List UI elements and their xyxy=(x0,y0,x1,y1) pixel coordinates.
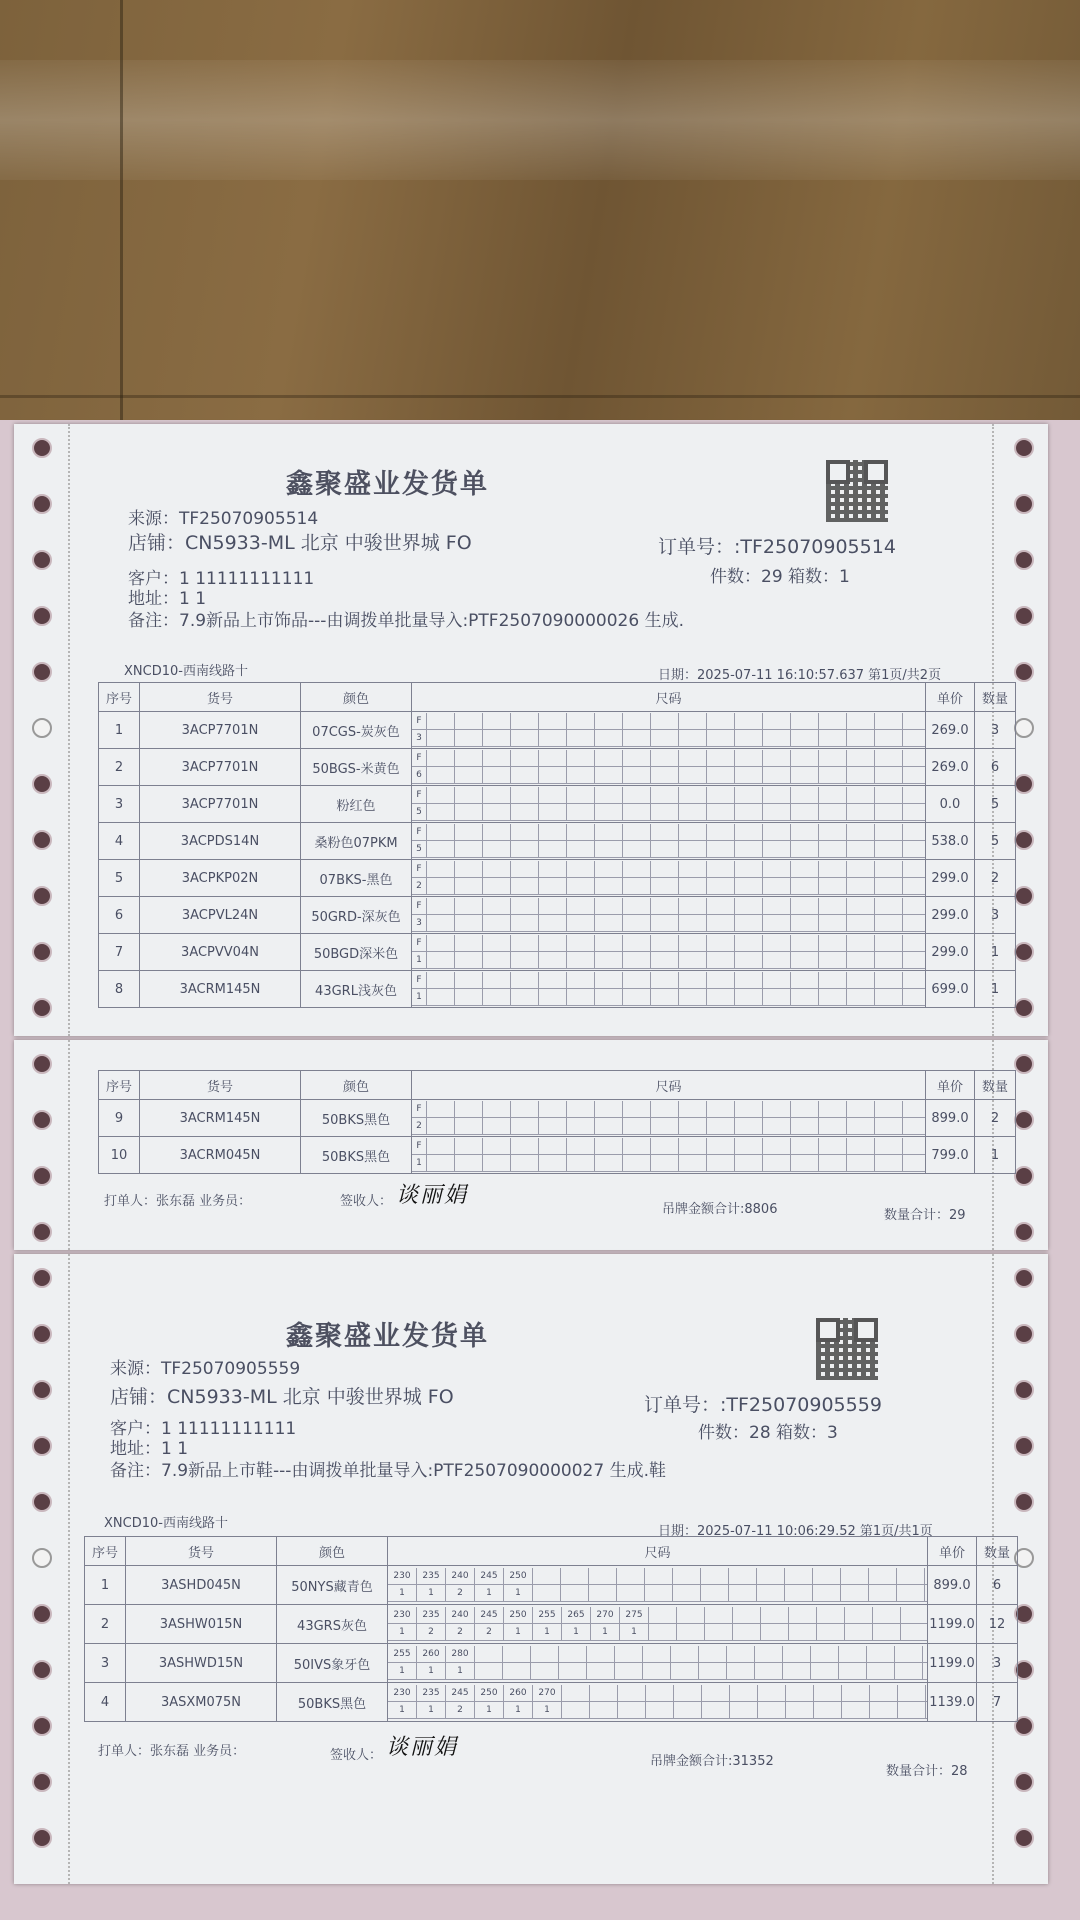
tractor-hole xyxy=(1014,606,1034,626)
row-number: 2 xyxy=(85,1605,126,1644)
size-count: 1 xyxy=(475,1702,504,1719)
tag-amount-total: 吊牌金额合计:31352 xyxy=(650,1754,774,1769)
sku: 3ACRM145N xyxy=(140,971,301,1008)
tractor-hole xyxy=(1014,1828,1034,1848)
size-label: 245 xyxy=(475,1607,504,1624)
tractor-hole xyxy=(32,1054,52,1074)
table-row xyxy=(99,860,1016,897)
tractor-hole xyxy=(32,886,52,906)
row-number: 9 xyxy=(99,1100,140,1137)
tractor-hole xyxy=(32,1772,52,1792)
size-count: 1 xyxy=(504,1624,533,1641)
quantity: 12 xyxy=(977,1605,1018,1644)
row-number: 4 xyxy=(99,823,140,860)
col-size: 尺码 xyxy=(412,683,926,712)
color: 50IVS象牙色 xyxy=(277,1644,388,1683)
table-row xyxy=(99,1137,1016,1174)
sku: 3ACRM045N xyxy=(140,1137,301,1174)
box-fold xyxy=(120,0,123,430)
color: 50BKS黑色 xyxy=(301,1137,412,1174)
quantity: 3 xyxy=(975,712,1016,749)
col-color: 颜色 xyxy=(301,683,412,712)
print-date: 日期：2025-07-11 10:06:29.52 第1页/共1页 xyxy=(658,1524,933,1539)
quantity: 3 xyxy=(975,897,1016,934)
quantity-total: 数量合计：28 xyxy=(886,1764,968,1779)
size-label: F xyxy=(412,750,427,767)
size-label: 255 xyxy=(533,1607,562,1624)
tractor-hole xyxy=(32,1380,52,1400)
address: 地址：1 1 xyxy=(110,1439,189,1459)
delivery-slip-2 xyxy=(14,1254,1048,1884)
box-seam xyxy=(0,395,1080,398)
tractor-hole xyxy=(32,1716,52,1736)
unit-price: 299.0 xyxy=(926,860,975,897)
size-label: 230 xyxy=(388,1607,417,1624)
color: 50NYS藏青色 xyxy=(277,1566,388,1605)
size-grid xyxy=(412,897,926,934)
size-count: 1 xyxy=(504,1585,533,1602)
delivery-slip-1-page2 xyxy=(14,1040,1048,1250)
left-tractor-strip xyxy=(14,424,66,1036)
row-number: 3 xyxy=(99,786,140,823)
customer: 客户：1 11111111111 xyxy=(110,1419,297,1439)
size-count: 1 xyxy=(504,1702,533,1719)
row-number: 2 xyxy=(99,749,140,786)
size-count: 3 xyxy=(412,915,427,932)
size-label: 280 xyxy=(446,1646,475,1663)
table-row xyxy=(85,1683,1018,1722)
tractor-hole xyxy=(32,1166,52,1186)
qr-code-icon xyxy=(826,460,888,522)
col-color: 颜色 xyxy=(301,1071,412,1100)
col-no: 序号 xyxy=(99,683,140,712)
items-table xyxy=(84,1536,1018,1722)
size-grid xyxy=(388,1605,928,1644)
col-price: 单价 xyxy=(928,1537,977,1566)
tractor-hole xyxy=(1014,830,1034,850)
size-label: F xyxy=(412,898,427,915)
size-count: 6 xyxy=(412,767,427,784)
col-no: 序号 xyxy=(85,1537,126,1566)
row-number: 5 xyxy=(99,860,140,897)
tractor-hole xyxy=(32,1548,52,1568)
size-grid xyxy=(388,1566,928,1605)
color: 桑粉色07PKM xyxy=(301,823,412,860)
tractor-hole xyxy=(1014,550,1034,570)
size-count: 1 xyxy=(562,1624,591,1641)
sku: 3ACPDS14N xyxy=(140,823,301,860)
qr-code-icon xyxy=(816,1318,878,1380)
size-label: F xyxy=(412,713,427,730)
table-row xyxy=(85,1605,1018,1644)
col-qty: 数量 xyxy=(975,1071,1016,1100)
size-count: 5 xyxy=(412,841,427,858)
size-count: 1 xyxy=(412,989,427,1006)
col-qty: 数量 xyxy=(977,1537,1018,1566)
size-count: 1 xyxy=(412,952,427,969)
size-count: 1 xyxy=(388,1585,417,1602)
unit-price: 538.0 xyxy=(926,823,975,860)
col-sku: 货号 xyxy=(126,1537,277,1566)
size-label: 235 xyxy=(417,1685,446,1702)
col-sku: 货号 xyxy=(140,1071,301,1100)
tractor-hole xyxy=(32,1436,52,1456)
tractor-hole xyxy=(1014,1324,1034,1344)
tractor-hole xyxy=(1014,662,1034,682)
tractor-hole xyxy=(32,942,52,962)
sku: 3ACP7701N xyxy=(140,712,301,749)
tractor-hole xyxy=(32,438,52,458)
tractor-hole xyxy=(1014,1492,1034,1512)
tractor-hole xyxy=(1014,942,1034,962)
row-number: 3 xyxy=(85,1644,126,1683)
size-count: 2 xyxy=(446,1702,475,1719)
quantity: 5 xyxy=(975,823,1016,860)
size-label: 260 xyxy=(504,1685,533,1702)
size-label: F xyxy=(412,787,427,804)
tractor-hole xyxy=(1014,718,1034,738)
tractor-hole xyxy=(32,718,52,738)
pieces-boxes: 件数：28 箱数：3 xyxy=(698,1423,838,1443)
size-count: 1 xyxy=(388,1663,417,1680)
tractor-hole xyxy=(1014,886,1034,906)
sku: 3ASHW015N xyxy=(126,1605,277,1644)
color: 50BKS黑色 xyxy=(277,1683,388,1722)
remark: 备注：7.9新品上市饰品---由调拨单批量导入:PTF2507090000026 生成. xyxy=(128,611,684,631)
tractor-hole xyxy=(32,662,52,682)
left-tractor-strip xyxy=(14,1040,66,1250)
table-row xyxy=(85,1644,1018,1683)
tractor-hole xyxy=(1014,998,1034,1018)
quantity: 1 xyxy=(975,934,1016,971)
order-number: 订单号：:TF25070905559 xyxy=(644,1394,882,1416)
size-label: 250 xyxy=(504,1568,533,1585)
signature: 谈丽娟 xyxy=(396,1183,469,1208)
source: 来源：TF25070905559 xyxy=(110,1359,301,1379)
pieces-boxes: 件数：29 箱数：1 xyxy=(710,567,850,587)
size-count: 1 xyxy=(412,1155,427,1172)
customer: 客户：1 11111111111 xyxy=(128,569,315,589)
size-count: 1 xyxy=(417,1585,446,1602)
size-label: F xyxy=(412,824,427,841)
size-label: 235 xyxy=(417,1607,446,1624)
size-count: 2 xyxy=(446,1585,475,1602)
size-label: 255 xyxy=(388,1646,417,1663)
delivery-slip-1 xyxy=(14,424,1048,1036)
row-number: 8 xyxy=(99,971,140,1008)
size-count: 1 xyxy=(417,1663,446,1680)
quantity: 1 xyxy=(975,1137,1016,1174)
size-grid xyxy=(412,786,926,823)
size-count: 1 xyxy=(533,1702,562,1719)
table-row xyxy=(85,1566,1018,1605)
color: 50BGS-米黄色 xyxy=(301,749,412,786)
unit-price: 299.0 xyxy=(926,897,975,934)
size-label: F xyxy=(412,935,427,952)
unit-price: 1199.0 xyxy=(928,1605,977,1644)
tractor-hole xyxy=(1014,494,1034,514)
size-label: 240 xyxy=(446,1607,475,1624)
row-number: 1 xyxy=(99,712,140,749)
sku: 3ACRM145N xyxy=(140,1100,301,1137)
size-count: 1 xyxy=(591,1624,620,1641)
row-number: 7 xyxy=(99,934,140,971)
size-label: 260 xyxy=(417,1646,446,1663)
store: 店铺：CN5933-ML 北京 中骏世界城 FO xyxy=(110,1386,454,1408)
table-row xyxy=(99,897,1016,934)
table-row xyxy=(99,712,1016,749)
tractor-hole xyxy=(32,1660,52,1680)
size-label: 250 xyxy=(504,1607,533,1624)
sku: 3ACP7701N xyxy=(140,749,301,786)
size-grid xyxy=(388,1644,928,1683)
tractor-hole xyxy=(32,998,52,1018)
tractor-hole xyxy=(1014,1268,1034,1288)
unit-price: 899.0 xyxy=(928,1566,977,1605)
address: 地址：1 1 xyxy=(128,589,207,609)
table-row xyxy=(99,823,1016,860)
table-row xyxy=(99,786,1016,823)
tractor-hole xyxy=(1014,774,1034,794)
col-price: 单价 xyxy=(926,1071,975,1100)
unit-price: 1139.0 xyxy=(928,1683,977,1722)
color: 50GRD-深灰色 xyxy=(301,897,412,934)
order-number: 订单号：:TF25070905514 xyxy=(658,536,896,558)
tractor-hole xyxy=(1014,438,1034,458)
size-label: 230 xyxy=(388,1685,417,1702)
col-qty: 数量 xyxy=(975,683,1016,712)
unit-price: 269.0 xyxy=(926,712,975,749)
printer: 打单人：张东磊 业务员： xyxy=(98,1744,246,1759)
tractor-hole xyxy=(32,830,52,850)
size-count: 1 xyxy=(446,1663,475,1680)
size-grid xyxy=(388,1683,928,1722)
size-label: 240 xyxy=(446,1568,475,1585)
tractor-hole xyxy=(32,1110,52,1130)
signature: 谈丽娟 xyxy=(386,1735,459,1760)
tractor-hole xyxy=(1014,1380,1034,1400)
size-label: 245 xyxy=(475,1568,504,1585)
size-label: F xyxy=(412,1138,427,1155)
quantity: 2 xyxy=(975,1100,1016,1137)
color: 07BKS-黑色 xyxy=(301,860,412,897)
tractor-hole xyxy=(1014,1166,1034,1186)
route: XNCD10-西南线路十 xyxy=(104,1516,228,1531)
col-no: 序号 xyxy=(99,1071,140,1100)
tractor-hole xyxy=(32,1828,52,1848)
sku: 3ACP7701N xyxy=(140,786,301,823)
size-label: F xyxy=(412,1101,427,1118)
unit-price: 899.0 xyxy=(926,1100,975,1137)
tag-amount-total: 吊牌金额合计:8806 xyxy=(662,1202,778,1217)
size-count: 2 xyxy=(475,1624,504,1641)
tractor-hole xyxy=(1014,1222,1034,1242)
size-count: 3 xyxy=(412,730,427,747)
color: 43GRS灰色 xyxy=(277,1605,388,1644)
print-date: 日期：2025-07-11 16:10:57.637 第1页/共2页 xyxy=(658,668,942,683)
tractor-hole xyxy=(1014,1054,1034,1074)
tractor-hole xyxy=(32,1268,52,1288)
sku: 3ASXM075N xyxy=(126,1683,277,1722)
color: 07CGS-炭灰色 xyxy=(301,712,412,749)
items-table-continued xyxy=(98,1070,1016,1174)
size-count: 1 xyxy=(417,1702,446,1719)
tractor-hole xyxy=(32,494,52,514)
size-count: 1 xyxy=(388,1624,417,1641)
color: 50BGD深米色 xyxy=(301,934,412,971)
size-count: 2 xyxy=(446,1624,475,1641)
size-grid xyxy=(412,934,926,971)
tractor-hole xyxy=(32,1222,52,1242)
col-size: 尺码 xyxy=(412,1071,926,1100)
size-count: 2 xyxy=(412,878,427,895)
size-label: F xyxy=(412,861,427,878)
source: 来源：TF25070905514 xyxy=(128,509,319,529)
tractor-hole xyxy=(32,774,52,794)
unit-price: 1199.0 xyxy=(928,1644,977,1683)
size-grid xyxy=(412,971,926,1008)
row-number: 1 xyxy=(85,1566,126,1605)
quantity: 7 xyxy=(977,1683,1018,1722)
size-count: 1 xyxy=(388,1702,417,1719)
unit-price: 699.0 xyxy=(926,971,975,1008)
unit-price: 799.0 xyxy=(926,1137,975,1174)
size-grid xyxy=(412,1100,926,1137)
size-count: 2 xyxy=(417,1624,446,1641)
sku: 3ASHWD15N xyxy=(126,1644,277,1683)
printer: 打单人：张东磊 业务员： xyxy=(104,1194,252,1209)
slip-title: 鑫聚盛业发货单 xyxy=(286,469,489,500)
sku: 3ACPVL24N xyxy=(140,897,301,934)
quantity: 2 xyxy=(975,860,1016,897)
color: 粉红色 xyxy=(301,786,412,823)
size-count: 1 xyxy=(475,1585,504,1602)
remark: 备注：7.9新品上市鞋---由调拨单批量导入:PTF2507090000027 生成.鞋 xyxy=(110,1461,666,1481)
size-label: 245 xyxy=(446,1685,475,1702)
row-number: 10 xyxy=(99,1137,140,1174)
store: 店铺：CN5933-ML 北京 中骏世界城 FO xyxy=(128,532,472,554)
col-color: 颜色 xyxy=(277,1537,388,1566)
size-label: 250 xyxy=(475,1685,504,1702)
tractor-hole xyxy=(32,1324,52,1344)
size-label: 270 xyxy=(591,1607,620,1624)
table-row xyxy=(99,1100,1016,1137)
signer-label: 签收人： xyxy=(330,1748,383,1763)
tractor-hole xyxy=(32,550,52,570)
table-row xyxy=(99,971,1016,1008)
items-table xyxy=(98,682,1016,1008)
quantity: 1 xyxy=(975,971,1016,1008)
size-grid xyxy=(412,823,926,860)
col-sku: 货号 xyxy=(140,683,301,712)
quantity: 5 xyxy=(975,786,1016,823)
tractor-hole xyxy=(32,1604,52,1624)
size-grid xyxy=(412,1137,926,1174)
sku: 3ASHD045N xyxy=(126,1566,277,1605)
size-count: 2 xyxy=(412,1118,427,1135)
unit-price: 269.0 xyxy=(926,749,975,786)
quantity: 6 xyxy=(977,1566,1018,1605)
unit-price: 299.0 xyxy=(926,934,975,971)
size-label: 230 xyxy=(388,1568,417,1585)
tractor-hole xyxy=(1014,1772,1034,1792)
size-grid xyxy=(412,749,926,786)
sku: 3ACPKP02N xyxy=(140,860,301,897)
signer-label: 签收人： xyxy=(340,1194,393,1209)
route: XNCD10-西南线路十 xyxy=(124,664,248,679)
packing-tape xyxy=(0,60,1080,180)
left-tractor-strip xyxy=(14,1254,66,1884)
col-size: 尺码 xyxy=(388,1537,928,1566)
table-row xyxy=(99,749,1016,786)
table-row xyxy=(99,934,1016,971)
size-grid xyxy=(412,712,926,749)
size-count: 1 xyxy=(533,1624,562,1641)
sku: 3ACPVV04N xyxy=(140,934,301,971)
quantity-total: 数量合计：29 xyxy=(884,1208,966,1223)
tractor-hole xyxy=(1014,1110,1034,1130)
size-count: 5 xyxy=(412,804,427,821)
row-number: 4 xyxy=(85,1683,126,1722)
size-count: 1 xyxy=(620,1624,649,1641)
slip-title: 鑫聚盛业发货单 xyxy=(286,1321,489,1352)
size-grid xyxy=(412,860,926,897)
tractor-hole xyxy=(32,606,52,626)
size-label: 265 xyxy=(562,1607,591,1624)
tractor-hole xyxy=(32,1492,52,1512)
size-label: 235 xyxy=(417,1568,446,1585)
col-price: 单价 xyxy=(926,683,975,712)
size-label: 275 xyxy=(620,1607,649,1624)
size-label: 270 xyxy=(533,1685,562,1702)
size-label: F xyxy=(412,972,427,989)
color: 50BKS黑色 xyxy=(301,1100,412,1137)
row-number: 6 xyxy=(99,897,140,934)
quantity: 3 xyxy=(977,1644,1018,1683)
tractor-hole xyxy=(1014,1436,1034,1456)
color: 43GRL浅灰色 xyxy=(301,971,412,1008)
unit-price: 0.0 xyxy=(926,786,975,823)
quantity: 6 xyxy=(975,749,1016,786)
